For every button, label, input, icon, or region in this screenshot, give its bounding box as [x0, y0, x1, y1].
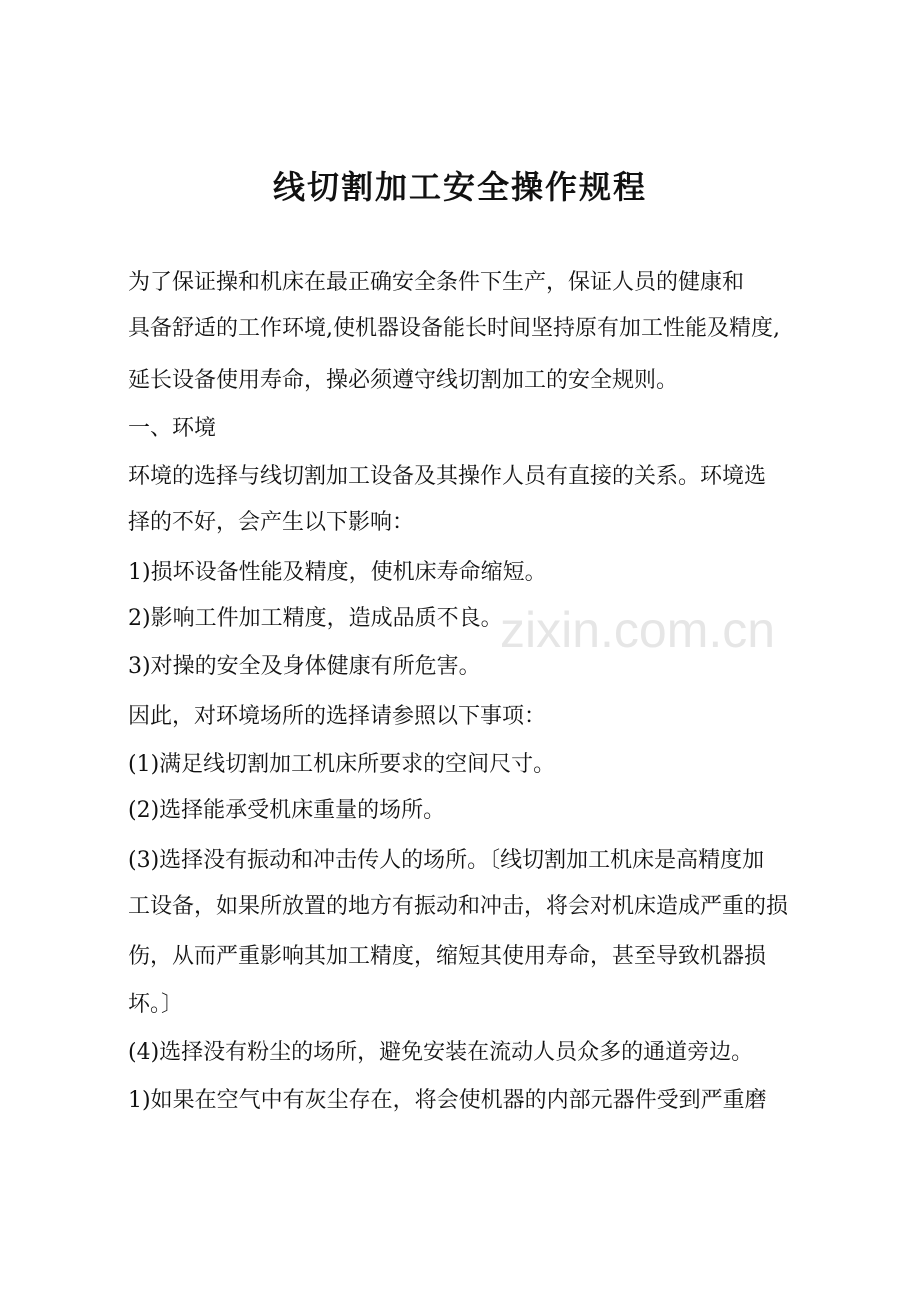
body-line: 具备舒适的工作环境,使机器设备能长时间坚持原有加工性能及精度, — [128, 316, 780, 341]
watermark-text: zixin.com.cn — [500, 602, 776, 658]
body-line: 择的不好，会产生以下影响： — [128, 510, 415, 535]
body-line: 因此，对环境场所的选择请参照以下事项： — [128, 704, 547, 729]
body-line: 环境的选择与线切割加工设备及其操作人员有直接的关系。环境选 — [128, 464, 767, 489]
document-title: 线切割加工安全操作规程 — [272, 168, 647, 206]
list-item: (2)选择能承受机床重量的场所。 — [128, 798, 446, 823]
section-heading: 一、环境 — [128, 416, 217, 441]
body-line: 伤，从而严重影响其加工精度，缩短其使用寿命，甚至导致机器损 — [128, 944, 767, 969]
body-line: 工设备，如果所放置的地方有振动和冲击，将会对机床造成严重的损 — [128, 894, 789, 919]
body-line: 为了保证操和机床在最正确安全条件下生产，保证人员的健康和 — [128, 270, 745, 295]
list-item: 2)影响工件加工精度，造成品质不良。 — [128, 606, 503, 631]
list-item: (3)选择没有振动和冲击传人的场所。〔线切割加工机床是高精度加 — [128, 848, 765, 873]
list-item: (1)满足线切割加工机床所要求的空间尺寸。 — [128, 752, 556, 777]
body-line: 延长设备使用寿命，操必须遵守线切割加工的安全规则。 — [128, 368, 679, 393]
list-item: (4)选择没有粉尘的场所，避免安装在流动人员众多的通道旁边。 — [128, 1040, 754, 1065]
body-line: 坏。〕 — [128, 992, 184, 1017]
list-item: 3)对操的安全及身体健康有所危害。 — [128, 654, 481, 679]
list-item: 1)如果在空气中有灰尘存在，将会使机器的内部元器件受到严重磨 — [128, 1088, 767, 1113]
list-item: 1)损坏设备性能及精度，使机床寿命缩短。 — [128, 560, 547, 585]
